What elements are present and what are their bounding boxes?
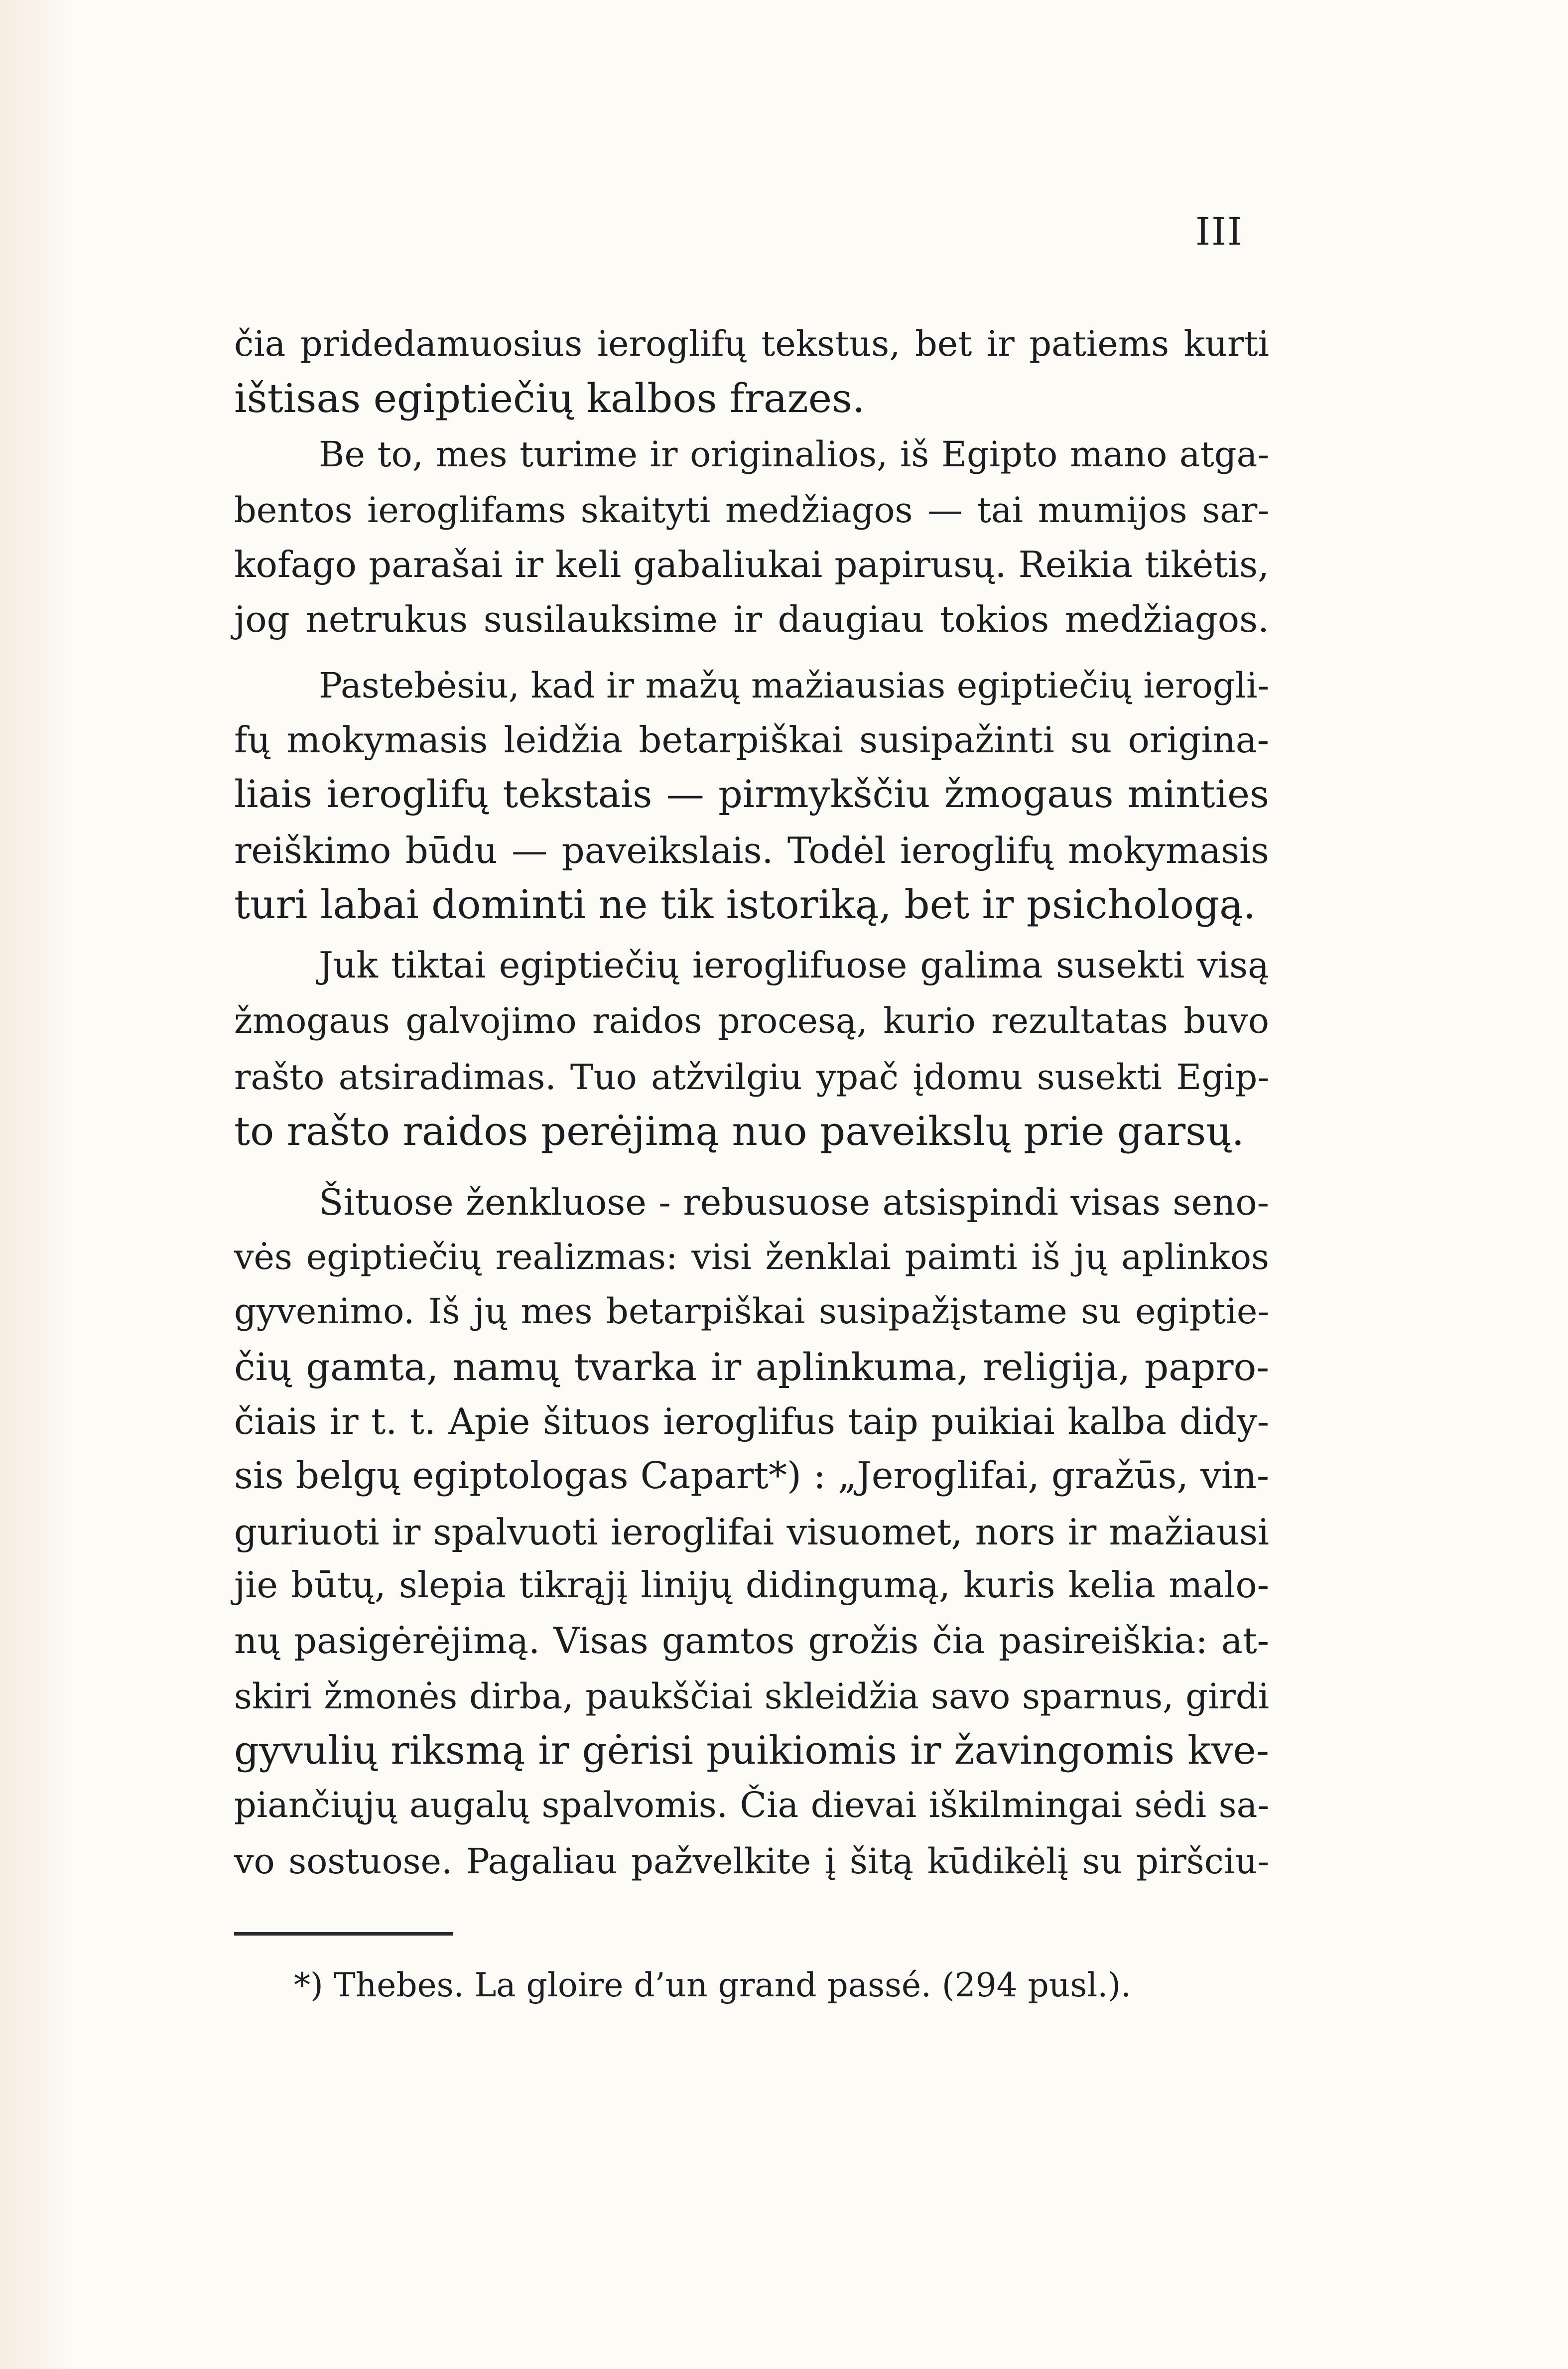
text-line: Pastebėsiu, kad ir mažų mažiausias egiptiečių ierogli- [319, 665, 1269, 706]
text-line: čiais ir t. t. Apie šituos ieroglifus taip puikiai kalba didy- [234, 1400, 1269, 1442]
text-line: Šituose ženkluose - rebusuose atsispindi visas seno- [319, 1181, 1269, 1223]
text-line: rašto atsiradimas. Tuo atžvilgiu ypač įdomu susekti Egip- [234, 1057, 1269, 1098]
text-line: jog netrukus susilauksime ir daugiau tokios medžiagos. [234, 598, 1269, 640]
text-line: sis belgų egiptologas Capart*) : „Jeroglifai, gražūs, vin- [234, 1454, 1269, 1497]
text-line: žmogaus galvojimo raidos procesą, kurio rezultatas buvo [234, 1000, 1269, 1041]
text-line: vės egiptiečių realizmas: visi ženklai paimti iš jų aplinkos [234, 1237, 1269, 1277]
text-line: reiškimo būdu — paveikslais. Todėl ieroglifų mokymasis [234, 830, 1269, 871]
text-line: čia pridedamuosius ieroglifų tekstus, bet ir patiems kurti [234, 323, 1269, 364]
text-line: gyvenimo. Iš jų mes betarpiškai susipažįstame su egiptie- [234, 1291, 1269, 1332]
text-line: gyvulių riksmą ir gėrisi puikiomis ir žavingomis kve- [234, 1728, 1269, 1773]
text-line: Juk tiktai egiptiečių ieroglifuose galima susekti visą [319, 944, 1269, 986]
footnote: *) Thebes. La gloire d’un grand passé. (294 pusl.). [294, 1966, 1132, 2004]
text-line: nų pasigėrėjimą. Visas gamtos grožis čia pasireiškia: at- [234, 1620, 1269, 1662]
page-shadow [0, 0, 75, 2369]
text-line: liais ieroglifų tekstais — pirmykščiu žmogaus minties [234, 772, 1269, 816]
footnote-rule [234, 1932, 453, 1936]
text-line: čių gamta, namų tvarka ir aplinkuma, religija, papro- [234, 1345, 1269, 1389]
text-line: to rašto raidos perėjimą nuo paveikslų prie garsų. [234, 1108, 1245, 1154]
text-line: ištisas egiptiečių kalbos frazes. [234, 375, 865, 421]
text-line: skiri žmonės dirba, paukščiai skleidžia savo sparnus, girdi [234, 1676, 1269, 1717]
text-line: guriuoti ir spalvuoti ieroglifai visuomet, nors ir mažiausi [234, 1511, 1269, 1553]
text-line: turi labai dominti ne tik istoriką, bet ir psichologą. [234, 881, 1256, 928]
text-line: fų mokymasis leidžia betarpiškai susipažinti su origina- [234, 719, 1269, 761]
text-line: piančiųjų augalų spalvomis. Čia dievai iškilmingai sėdi sa- [234, 1785, 1269, 1825]
page-number: III [1195, 209, 1244, 254]
text-line: Be to, mes turime ir originalios, iš Egipto mano atga- [319, 434, 1269, 475]
text-line: jie būtų, slepia tikrąjį linijų didingumą, kuris kelia malo- [234, 1564, 1269, 1606]
text-line: vo sostuose. Pagaliau pažvelkite į šitą kūdikėlį su piršciu- [234, 1841, 1269, 1882]
text-line: bentos ieroglifams skaityti medžiagos — tai mumijos sar- [234, 490, 1269, 531]
text-line: kofago parašai ir keli gabaliukai papirusų. Reikia tikėtis, [234, 544, 1269, 585]
